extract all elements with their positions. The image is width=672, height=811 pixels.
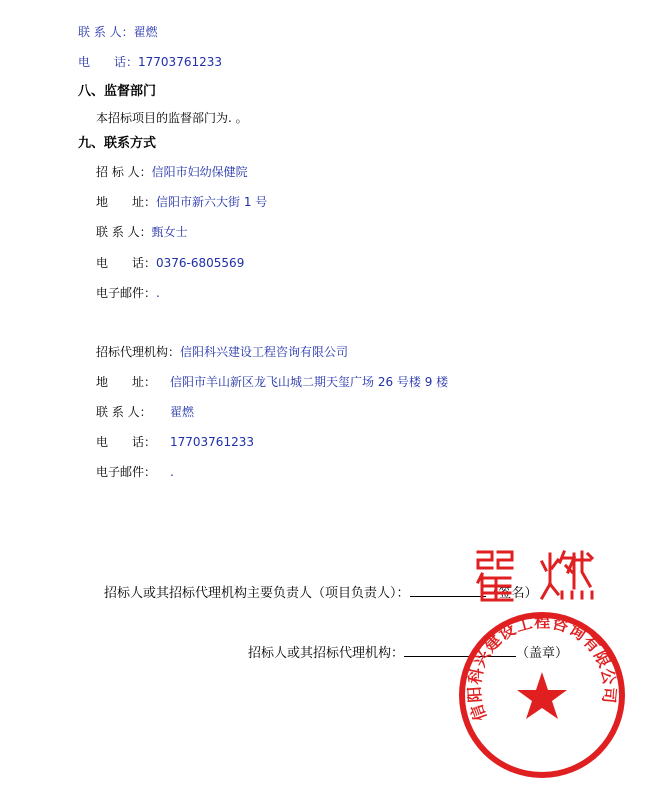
principal-suffix: （签名） (485, 586, 538, 601)
tenderer-contact-label: 联 系 人： (96, 225, 152, 239)
top-contact-label: 联 系 人： (78, 25, 134, 39)
tenderer-name-value: 信阳市妇幼保健院 (151, 165, 248, 179)
agency-address-value: 信阳市羊山新区龙飞山城二期天玺广场 26 号楼 9 楼 (170, 375, 449, 389)
tenderer-email-line (96, 285, 160, 301)
seal-text: 信阳科兴建设工程咨询有限公司 (464, 612, 620, 724)
top-phone-label: 电 话： (78, 55, 139, 69)
agency-name-value: 信阳科兴建设工程咨询有限公司 (180, 345, 349, 359)
section9-heading: 九、联系方式 (78, 136, 157, 151)
principal-label: 招标人或其招标代理机构主要负责人（项目负责人）： (104, 586, 410, 601)
section8-heading: 八、监督部门 (78, 84, 157, 99)
agency-phone-value: 17703761233 (170, 435, 254, 449)
tenderer-email-label: 电子邮件： (96, 286, 157, 300)
agency-phone-label: 电 话： (96, 435, 157, 449)
tenderer-address-label: 地 址： (96, 195, 157, 209)
agency-email-label: 电子邮件： (96, 465, 157, 479)
tenderer-contact-value: 甄女士 (151, 225, 188, 239)
agency-phone-line (96, 434, 254, 450)
seal-star-icon (517, 672, 567, 719)
section8-text: 本招标项目的监督部门为. 。 (96, 111, 248, 125)
agency-email-value: . (170, 465, 174, 479)
agency-seal-suffix: （盖章） (516, 646, 569, 661)
tenderer-phone-value: 0376-6805569 (156, 256, 245, 270)
tenderer-address-line (96, 194, 267, 210)
agency-address-label: 地 址： (96, 375, 157, 389)
tenderer-phone-line (96, 255, 244, 271)
tenderer-name-label: 招 标 人： (96, 165, 152, 179)
handwritten-signature (470, 546, 600, 604)
top-phone-line (78, 54, 222, 70)
agency-name-label: 招标代理机构： (96, 345, 181, 359)
official-seal-stamp (457, 610, 627, 780)
top-contact-line (78, 24, 158, 40)
tenderer-email-value: . (156, 286, 160, 300)
tenderer-name-line (96, 164, 248, 180)
agency-contact-value: 翟燃 (170, 405, 195, 419)
agency-seal-label: 招标人或其招标代理机构： (248, 646, 405, 661)
top-phone-value: 17703761233 (138, 55, 222, 69)
agency-name-line (96, 344, 348, 360)
agency-contact-label: 联 系 人： (96, 405, 152, 419)
agency-contact-line (96, 404, 194, 420)
tenderer-phone-label: 电 话： (96, 256, 157, 270)
tenderer-contact-line (96, 224, 188, 240)
tenderer-address-value: 信阳市新六大街 1 号 (156, 195, 268, 209)
agency-email-line (96, 464, 174, 480)
agency-address-line (96, 374, 448, 390)
top-contact-value: 翟燃 (133, 25, 158, 39)
